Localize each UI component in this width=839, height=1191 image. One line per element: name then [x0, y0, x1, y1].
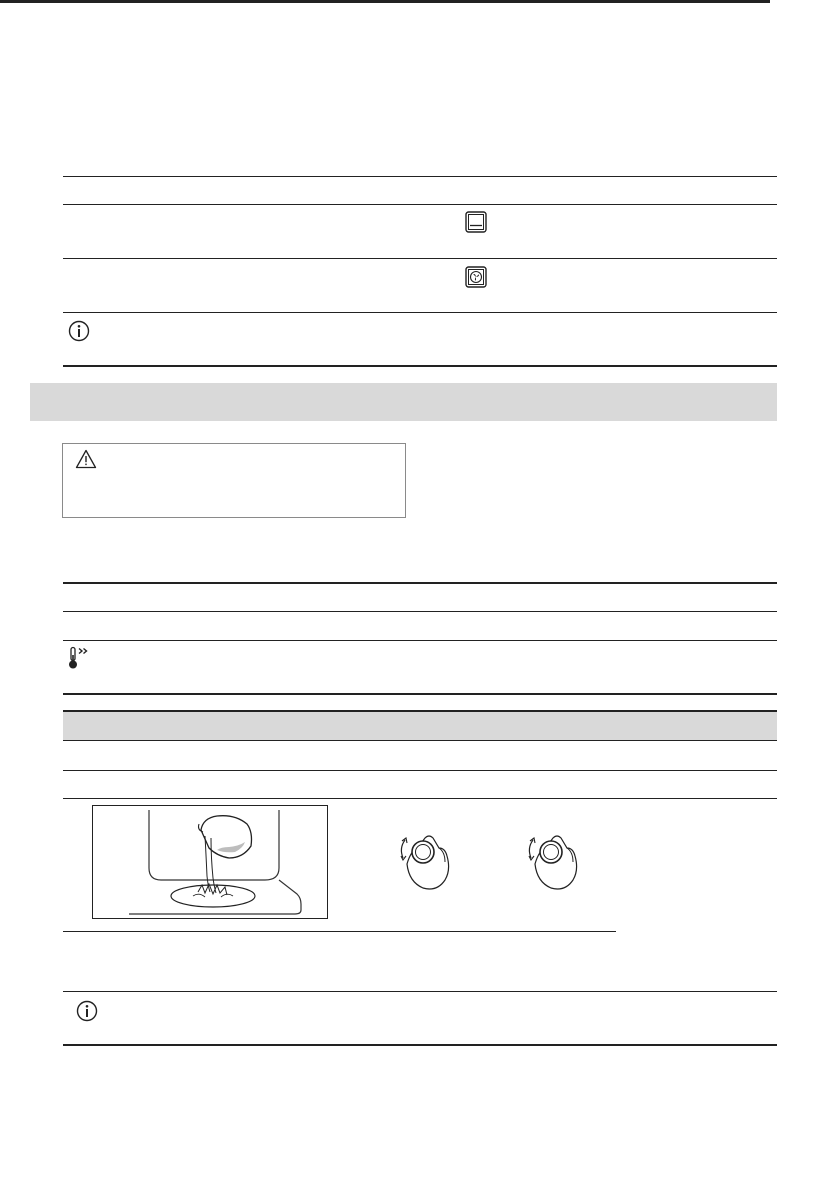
top-rule — [0, 0, 770, 3]
table-rule — [63, 611, 777, 612]
section-heading-band — [30, 383, 777, 421]
table-rule — [63, 176, 777, 177]
table-rule — [63, 1044, 777, 1046]
table-rule — [63, 770, 777, 771]
info-icon — [68, 320, 90, 342]
table-rule — [63, 204, 777, 205]
info-icon — [76, 1000, 98, 1022]
warning-triangle-icon — [75, 449, 97, 469]
pour-water-illustration — [93, 806, 328, 919]
table-rule — [63, 258, 777, 259]
table-rule — [63, 365, 777, 367]
table-rule — [63, 798, 777, 799]
table-rule — [63, 582, 777, 584]
table-header-row — [63, 710, 777, 741]
table-rule — [63, 693, 777, 695]
pour-water-illustration-frame — [92, 805, 328, 919]
table-rule — [63, 312, 777, 313]
table-rule — [63, 931, 616, 932]
fan-heating-icon — [465, 266, 487, 288]
table-rule — [63, 640, 777, 641]
oven-top-heat-icon — [465, 211, 487, 233]
warning-box — [62, 443, 406, 518]
table-rule — [63, 991, 777, 992]
hand-turning-knob-right-illustration — [521, 826, 591, 894]
thermometer-heat-indicator-icon — [67, 646, 93, 670]
hand-turning-knob-left-illustration — [393, 826, 463, 894]
